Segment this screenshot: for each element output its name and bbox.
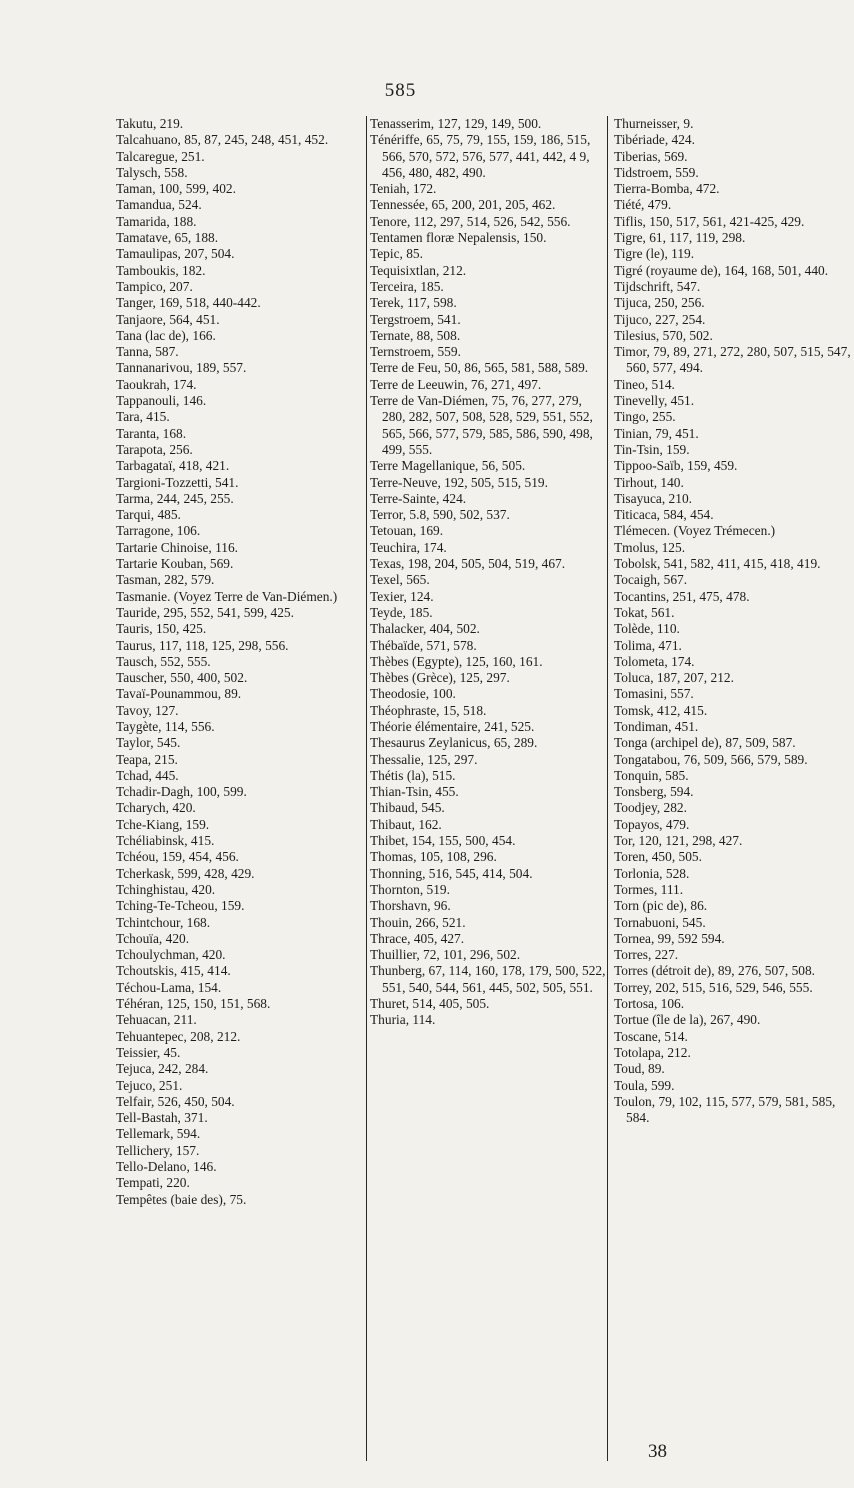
index-entry: Tirhout, 140.: [614, 474, 684, 490]
index-entry: Talysch, 558.: [116, 164, 188, 180]
index-entry: Thorshavn, 96.: [370, 898, 451, 914]
index-entry: Tonsberg, 594.: [614, 784, 694, 800]
index-entry: Thibaud, 545.: [370, 800, 445, 816]
index-entry: Tanjaore, 564, 451.: [116, 311, 220, 327]
index-column-1: [116, 116, 366, 1208]
index-entry: Terre Magellanique, 56, 505.: [370, 458, 526, 474]
index-entry: Tokat, 561.: [614, 604, 675, 620]
index-entry: Tauris, 150, 425.: [116, 621, 207, 637]
index-entry: Taman, 100, 599, 402.: [116, 181, 236, 197]
index-entry: Talcahuano, 85, 87, 245, 248, 451, 452.: [116, 132, 329, 148]
index-entry: Tongatabou, 76, 509, 566, 579, 589.: [614, 751, 808, 767]
index-entry: Tauride, 295, 552, 541, 599, 425.: [116, 604, 294, 620]
index-entry: Tenasserim, 127, 129, 149, 500.: [370, 116, 542, 131]
index-entry: Tiété, 479.: [614, 197, 672, 213]
index-column-2: [370, 116, 608, 1029]
index-entry: Tormes, 111.: [614, 881, 684, 897]
index-entry: Thèbes (Grèce), 125, 297.: [370, 670, 510, 686]
index-entry: Ténériffe, 65, 75, 79, 155, 159, 186, 515, 566, 570, 572, 576, 577, 441, 442, 4 9, 456, 480, 482, 490.: [370, 132, 591, 180]
index-entry: Torres, 227.: [614, 947, 679, 963]
index-entry: Tortosa, 106.: [614, 996, 685, 1012]
index-entry: Tasman, 282, 579.: [116, 572, 215, 588]
index-entry: Taurus, 117, 118, 125, 298, 556.: [116, 637, 289, 653]
index-entry: Thèbes (Egypte), 125, 160, 161.: [370, 653, 543, 669]
index-entry: Tampico, 207.: [116, 278, 193, 294]
index-entry: Tarma, 244, 245, 255.: [116, 490, 234, 506]
index-entry: Timor, 79, 89, 271, 272, 280, 507, 515, 547, 560, 577, 494.: [614, 344, 851, 376]
index-entry: Taoukrah, 174.: [116, 376, 197, 392]
index-entry: Tannanarivou, 189, 557.: [116, 360, 247, 376]
page-number: 585: [384, 80, 417, 101]
index-entry: Tell-Bastah, 371.: [116, 1110, 208, 1126]
index-entry: Tchéliabinsk, 415.: [116, 833, 215, 849]
index-entry: Terre-Neuve, 192, 505, 515, 519.: [370, 474, 548, 490]
index-entry: Thomas, 105, 108, 296.: [370, 849, 497, 865]
index-entry: Tasmanie. (Voyez Terre de Van-Diémen.): [116, 588, 338, 604]
index-entry: Tinevelly, 451.: [614, 393, 695, 409]
index-entry: Tondiman, 451.: [614, 718, 699, 734]
index-entry: Thian-Tsin, 455.: [370, 784, 459, 800]
index-entry: Taygète, 114, 556.: [116, 718, 215, 734]
index-entry: Tortue (île de la), 267, 490.: [614, 1012, 761, 1028]
index-entry: Thalacker, 404, 502.: [370, 621, 480, 637]
index-entry: Thibet, 154, 155, 500, 454.: [370, 833, 516, 849]
index-entry: Titicaca, 584, 454.: [614, 507, 714, 523]
index-entry: Thonning, 516, 545, 414, 504.: [370, 865, 533, 881]
index-entry: Téhéran, 125, 150, 151, 568.: [116, 996, 271, 1012]
index-entry: Tonquin, 585.: [614, 767, 689, 783]
index-entry: Texel, 565.: [370, 572, 430, 588]
index-entry: Tolima, 471.: [614, 637, 682, 653]
index-entry: Tchad, 445.: [116, 767, 179, 783]
index-entry: Ternstroem, 559.: [370, 344, 461, 360]
index-entry: Taranta, 168.: [116, 425, 187, 441]
column-divider: [366, 116, 367, 1461]
index-entry: Tenore, 112, 297, 514, 526, 542, 556.: [370, 213, 571, 229]
index-entry: Tanna, 587.: [116, 344, 179, 360]
index-entry: Tche-Kiang, 159.: [116, 816, 210, 832]
index-entry: Teuchira, 174.: [370, 539, 447, 555]
index-entry: Tejuco, 251.: [116, 1077, 183, 1093]
index-entry: Teyde, 185.: [370, 604, 433, 620]
index-entry: Tcherkask, 599, 428, 429.: [116, 865, 255, 881]
index-entry: Tidstroem, 559.: [614, 164, 699, 180]
index-entry: Tejuca, 242, 284.: [116, 1061, 209, 1077]
index-entry: Tellichery, 157.: [116, 1142, 200, 1158]
index-entry: Tarqui, 485.: [116, 507, 181, 523]
index-entry: Tilesius, 570, 502.: [614, 327, 713, 343]
index-entry: Tamandua, 524.: [116, 197, 202, 213]
index-entry: Tiberias, 569.: [614, 148, 688, 164]
index-entry: Totolapa, 212.: [614, 1044, 691, 1060]
index-entry: Thrace, 405, 427.: [370, 930, 465, 946]
index-entry: Tiflis, 150, 517, 561, 421-425, 429.: [614, 213, 805, 229]
index-entry: Tonga (archipel de), 87, 509, 587.: [614, 735, 796, 751]
index-entry: Toodjey, 282.: [614, 800, 687, 816]
index-entry: Torn (pic de), 86.: [614, 898, 708, 914]
index-entry: Tchoutskis, 415, 414.: [116, 963, 231, 979]
index-entry: Tching-Te-Tcheou, 159.: [116, 898, 245, 914]
index-entry: Terre de Feu, 50, 86, 565, 581, 588, 589.: [370, 360, 589, 376]
index-entry: Teapa, 215.: [116, 751, 178, 767]
index-entry: Tomsk, 412, 415.: [614, 702, 708, 718]
index-entry: Thouin, 266, 521.: [370, 914, 466, 930]
index-entry: Tornabuoni, 545.: [614, 914, 706, 930]
index-entry: Texas, 198, 204, 505, 504, 519, 467.: [370, 556, 566, 572]
index-entry: Thunberg, 67, 114, 160, 178, 179, 500, 522, 551, 540, 544, 561, 445, 502, 505, 551.: [370, 963, 606, 995]
index-entry: Thibaut, 162.: [370, 816, 442, 832]
index-entry: Tineo, 514.: [614, 376, 675, 392]
index-entry: Tchouïa, 420.: [116, 930, 190, 946]
index-entry: Tin-Tsin, 159.: [614, 441, 690, 457]
index-entry: Tarapota, 256.: [116, 441, 193, 457]
index-entry: Tmolus, 125.: [614, 539, 686, 555]
index-entry: Tartarie Chinoise, 116.: [116, 539, 239, 555]
index-entry: Tobolsk, 541, 582, 411, 415, 418, 419.: [614, 556, 821, 572]
index-entry: Tempêtes (baie des), 75.: [116, 1191, 247, 1207]
index-entry: Thesaurus Zeylanicus, 65, 289.: [370, 735, 538, 751]
index-entry: Téchou-Lama, 154.: [116, 979, 222, 995]
index-entry: Terek, 117, 598.: [370, 295, 457, 311]
index-entry: Topayos, 479.: [614, 816, 690, 832]
index-entry: Tamboukis, 182.: [116, 262, 206, 278]
index-entry: Thornton, 519.: [370, 881, 450, 897]
index-entry: Tisayuca, 210.: [614, 490, 692, 506]
index-entry: Tor, 120, 121, 298, 427.: [614, 833, 743, 849]
index-entry: Terror, 5.8, 590, 502, 537.: [370, 507, 510, 523]
index-entry: Tolometa, 174.: [614, 653, 695, 669]
index-entry: Tornea, 99, 592 594.: [614, 930, 725, 946]
index-entry: Tana (lac de), 166.: [116, 327, 216, 343]
index-entry: Thuret, 514, 405, 505.: [370, 996, 490, 1012]
index-entry: Thétis (la), 515.: [370, 767, 456, 783]
index-entry: Tehuacan, 211.: [116, 1012, 197, 1028]
index-entry: Tchadir-Dagh, 100, 599.: [116, 784, 247, 800]
index-entry: Teniah, 172.: [370, 181, 437, 197]
index-entry: Tchintchour, 168.: [116, 914, 211, 930]
index-entry: Tavaï-Pounammou, 89.: [116, 686, 242, 702]
index-entry: Tingo, 255.: [614, 409, 676, 425]
index-entry: Terre de Van-Diémen, 75, 76, 277, 279, 280, 282, 507, 508, 528, 529, 551, 552, 565, 566, 577, 579, 585, 586, 590, 498, 499, 555.: [370, 393, 593, 457]
index-entry: Taylor, 545.: [116, 735, 181, 751]
index-entry: Tepic, 85.: [370, 246, 423, 262]
index-entry: Toula, 599.: [614, 1077, 675, 1093]
index-entry: Tanger, 169, 518, 440-442.: [116, 295, 261, 311]
index-entry: Toren, 450, 505.: [614, 849, 702, 865]
index-entry: Teissier, 45.: [116, 1044, 181, 1060]
index-entry: Takutu, 219.: [116, 116, 184, 131]
index-entry: Toulon, 79, 102, 115, 577, 579, 581, 585, 584.: [614, 1093, 836, 1126]
index-entry: Torres (détroit de), 89, 276, 507, 508.: [614, 963, 815, 979]
index-entry: Tennessée, 65, 200, 201, 205, 462.: [370, 197, 556, 213]
index-entry: Théophraste, 15, 518.: [370, 702, 487, 718]
index-entry: Tamaulipas, 207, 504.: [116, 246, 235, 262]
index-entry: Thuillier, 72, 101, 296, 502.: [370, 947, 521, 963]
index-entry: Tlémecen. (Voyez Trémecen.): [614, 523, 776, 539]
index-entry: Ternate, 88, 508.: [370, 327, 461, 343]
index-entry: Tehuantepec, 208, 212.: [116, 1028, 241, 1044]
index-entry: Telfair, 526, 450, 504.: [116, 1093, 235, 1109]
index-entry: Tergstroem, 541.: [370, 311, 461, 327]
index-entry: Tartarie Kouban, 569.: [116, 556, 234, 572]
index-entry: Thébaïde, 571, 578.: [370, 637, 477, 653]
index-entry: Thuria, 114.: [370, 1012, 436, 1028]
index-entry: Terceira, 185.: [370, 278, 444, 294]
index-entry: Tchoulychman, 420.: [116, 947, 226, 963]
index-entry: Tamatave, 65, 188.: [116, 230, 219, 246]
index-entry: Toscane, 514.: [614, 1028, 688, 1044]
index-entry: Thessalie, 125, 297.: [370, 751, 478, 767]
index-entry: Tello-Delano, 146.: [116, 1159, 217, 1174]
index-entry: Tijuco, 227, 254.: [614, 311, 706, 327]
index-entry: Tocaigh, 567.: [614, 572, 688, 588]
index-entry: Toud, 89.: [614, 1061, 665, 1077]
index-entry: Tausch, 552, 555.: [116, 653, 211, 669]
index-entry: Tappanouli, 146.: [116, 393, 207, 409]
index-entry: Tinian, 79, 451.: [614, 425, 699, 441]
index-entry: Tarragone, 106.: [116, 523, 201, 539]
index-entry: Tchéou, 159, 454, 456.: [116, 849, 239, 865]
index-entry: Tarbagataï, 418, 421.: [116, 458, 230, 474]
index-entry: Tara, 415.: [116, 409, 170, 425]
index-entry: Tigre, 61, 117, 119, 298.: [614, 230, 746, 246]
index-entry: Torlonia, 528.: [614, 865, 690, 881]
index-entry: Tigre (le), 119.: [614, 246, 695, 262]
index-entry: Tentamen floræ Nepalensis, 150.: [370, 230, 547, 246]
index-entry: Tavoy, 127.: [116, 702, 179, 718]
index-entry: Theodosie, 100.: [370, 686, 456, 702]
index-entry: Torrey, 202, 515, 516, 529, 546, 555.: [614, 979, 813, 995]
index-entry: Tempati, 220.: [116, 1175, 190, 1191]
index-entry: Tierra-Bomba, 472.: [614, 181, 720, 197]
index-entry: Thurneisser, 9.: [614, 116, 694, 131]
index-entry: Tcharych, 420.: [116, 800, 196, 816]
index-entry: Tibériade, 424.: [614, 132, 695, 148]
index-entry: Tellemark, 594.: [116, 1126, 201, 1142]
index-entry: Toluca, 187, 207, 212.: [614, 670, 734, 686]
index-entry: Tolède, 110.: [614, 621, 680, 637]
index-entry: Tauscher, 550, 400, 502.: [116, 670, 248, 686]
index-entry: Targioni-Tozzetti, 541.: [116, 474, 239, 490]
index-entry: Tigré (royaume de), 164, 168, 501, 440.: [614, 262, 829, 278]
index-entry: Talcaregue, 251.: [116, 148, 205, 164]
index-entry: Tocantins, 251, 475, 478.: [614, 588, 750, 604]
index-entry: Tchinghistau, 420.: [116, 881, 216, 897]
index-entry: Tequisixtlan, 212.: [370, 262, 467, 278]
index-entry: Terre de Leeuwin, 76, 271, 497.: [370, 376, 542, 392]
index-entry: Tetouan, 169.: [370, 523, 444, 539]
index-entry: Tomasini, 557.: [614, 686, 694, 702]
index-entry: Théorie élémentaire, 241, 525.: [370, 718, 535, 734]
index-entry: Tippoo-Saïb, 159, 459.: [614, 458, 738, 474]
index-entry: Texier, 124.: [370, 588, 434, 604]
index-entry: Tamarida, 188.: [116, 213, 197, 229]
index-entry: Tijdschrift, 547.: [614, 278, 701, 294]
printer-signature: 38: [648, 1441, 667, 1462]
index-entry: Terre-Sainte, 424.: [370, 490, 467, 506]
index-column-3: [614, 116, 854, 1126]
index-entry: Tijuca, 250, 256.: [614, 295, 705, 311]
